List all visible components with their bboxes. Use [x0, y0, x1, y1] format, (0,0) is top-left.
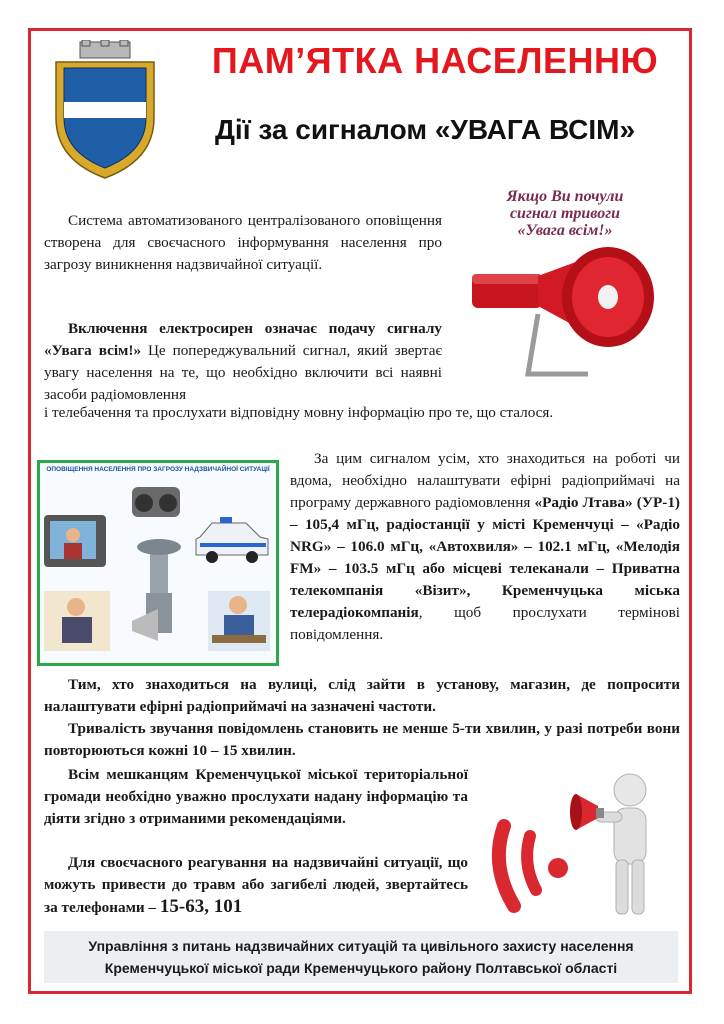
broadcast-scene-icon — [40, 473, 276, 663]
paragraph-duration: Тривалість звучання повідомлень становить не менше 5-ти хвилин, у разі потреби вони повторюються кожні 10 – 15 хвилин. — [44, 720, 680, 759]
page-title: ПАМ’ЯТКА НАСЕЛЕННЮ — [211, 40, 659, 81]
paragraph-sirens-text: Це попереджувальний сигнал, який звертає увагу населення на те, що необхідно включити всі наявні засоби радіомовлення — [44, 342, 443, 403]
paragraph-broadcast — [290, 448, 680, 646]
siren-caption-line: сигнал тривоги — [509, 205, 621, 222]
paragraph-sirens-continued: і телебачення та прослухати відповідну мовну інформацію про те, що сталося. — [44, 404, 554, 421]
paragraph-broadcast-end: , щоб прослухати термінові повідомлення. — [290, 604, 680, 643]
paragraph-street: Тим, хто знаходиться на вулиці, слід зайти в установу, магазин, де попросити налаштувати ефірні радіоприймачі на зазначені частоти. — [44, 676, 680, 715]
siren-megaphone-icon — [468, 244, 668, 392]
paragraph-broadcast-stations: «Радіо Лтава» (УР-1) – 105,4 мГц, радіостанції у місті Кременчуці – «Радіо NRG» – 106.0 мГц, «Автохвиля» – 102.1 мГц, «Мелодія FM» – 103.5 мГц або місцеві телеканали – Приватна телекомпанія «Візит», Кременчуцька міська телерадіокомпанія — [290, 494, 680, 621]
phone-numbers: 15-63, 101 — [159, 896, 243, 917]
coat-of-arms-icon — [50, 40, 160, 180]
page-subtitle: Дії за сигналом «УВАГА ВСІМ» — [214, 114, 636, 145]
paragraph-broadcast-text: За цим сигналом усім, хто знаходиться на роботі чи вдома, необхідно налаштувати ефірні радіоприймачі на програму державного радіомовлення — [290, 450, 680, 511]
footer-line: Кременчуцької міської ради Кременчуцького району Полтавської області — [104, 960, 618, 976]
paragraph-contacts — [44, 852, 468, 919]
alert-illustration — [37, 460, 279, 666]
paragraph-sirens-bold: Включення електросирен означає подачу сигналу «Увага всім!» — [44, 320, 442, 359]
footer — [44, 931, 678, 983]
paragraph-intro: Система автоматизованого централізованого оповіщення створена для своєчасного інформування населення про загрозу виникнення надзвичайної ситуації. — [44, 212, 442, 273]
illustration-banner: ОПОВІЩЕННЯ НАСЕЛЕННЯ ПРО ЗАГРОЗУ НАДЗВИЧАЙНОЇ СИТУАЦІЇ — [46, 466, 270, 473]
paragraph-sirens — [44, 318, 442, 406]
person-megaphone-icon — [480, 756, 676, 922]
paragraph-residents: Всім мешканцям Кременчуцької міської територіальної громади необхідно уважно прослухати надану інформацію та діяти згідно з отриманими рекомендаціями. — [44, 766, 468, 827]
siren-caption — [480, 188, 650, 239]
siren-caption-line: «Увага всім!» — [517, 222, 613, 239]
siren-caption-line: Якщо Ви почули — [506, 188, 624, 205]
paragraph-contacts-text: Для своєчасного реагування на надзвичайні ситуації, що можуть привести до травм або загибелі людей, звертайтесь за телефонами – — [44, 854, 468, 916]
footer-line: Управління з питань надзвичайних ситуацій та цивільного захисту населення — [88, 938, 634, 954]
